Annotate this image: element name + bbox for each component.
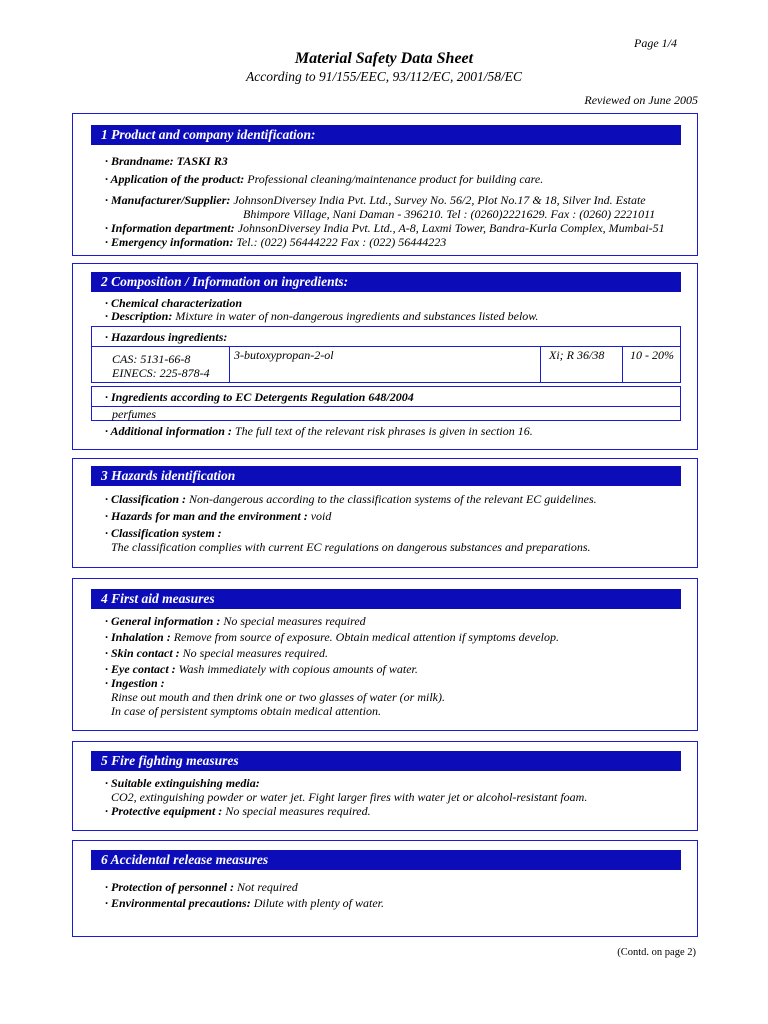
protection-personnel-label: · Protection of personnel : (105, 880, 234, 894)
classification-value: Non-dangerous according to the classification systems of the relevant EC guidelines. (186, 492, 597, 506)
protective-equipment-label: · Protective equipment : (105, 804, 223, 818)
table-cell-divider (229, 346, 230, 382)
emergency-line (105, 235, 446, 249)
detergents-label: · Ingredients according to EC Detergents Regulation 648/2004 (105, 390, 414, 404)
ingestion-value-1: Rinse out mouth and then drink one or two glasses of water (or milk). (111, 690, 445, 704)
application-line (105, 172, 543, 186)
description-value: Mixture in water of non-dangerous ingredients and substances listed below. (172, 309, 539, 323)
section-1 (72, 113, 698, 256)
extinguishing-media-label: · Suitable extinguishing media: (105, 776, 260, 790)
extinguishing-media-value: CO2, extinguishing powder or water jet. Fight larger fires with water jet or alcohol-resistant foam. (111, 790, 588, 804)
document-title: Material Safety Data Sheet (294, 50, 474, 67)
section-2-title: 2 Composition / Information on ingredients: (91, 272, 681, 292)
review-date: Reviewed on June 2005 (584, 93, 698, 107)
hazardous-label: · Hazardous ingredients: (105, 330, 228, 344)
environmental-precautions-label: · Environmental precautions: (105, 896, 251, 910)
section-6-title: 6 Accidental release measures (91, 850, 681, 870)
table-cell-divider (622, 346, 623, 382)
page-number: Page 1/4 (634, 36, 677, 50)
environmental-precautions-value: Dilute with plenty of water. (250, 896, 385, 910)
protective-equipment-value: No special measures required. (222, 804, 371, 818)
section-4-title: 4 First aid measures (91, 589, 681, 609)
brandname: · Brandname: TASKI R3 (105, 154, 228, 168)
cas-number: CAS: 5131-66-8 (112, 352, 191, 366)
additional-info-value: The full text of the relevant risk phrases is given in section 16. (231, 424, 533, 438)
box-divider (92, 406, 680, 407)
detergents-value: perfumes (112, 407, 156, 421)
general-info-value: No special measures required (220, 614, 366, 628)
inhalation-line (105, 630, 559, 644)
manufacturer-value-2: Bhimpore Village, Nani Daman - 396210. Tel : (0260)2221629. Fax : (0260) 2221011 (243, 207, 656, 221)
skin-contact-value: No special measures required. (179, 646, 328, 660)
concentration: 10 - 20% (630, 348, 674, 362)
hazards-value: void (307, 509, 332, 523)
protective-equipment-line (105, 804, 371, 818)
additional-info-label: · Additional information : (105, 424, 232, 438)
section-1-title: 1 Product and company identification: (91, 125, 681, 145)
classification-label: · Classification : (105, 492, 187, 506)
inhalation-value: Remove from source of exposure. Obtain medical attention if symptoms develop. (170, 630, 559, 644)
information-label: · Information department: (105, 221, 235, 235)
additional-info-line (105, 424, 533, 438)
document-subtitle: According to 91/155/EEC, 93/112/EC, 2001/58/EC (246, 69, 522, 84)
section-3 (72, 458, 698, 568)
description-label: · Description: (105, 309, 173, 323)
emergency-label: · Emergency information: (105, 235, 234, 249)
table-cell-divider (540, 346, 541, 382)
eye-contact-line (105, 662, 418, 676)
ingredient-name: 3-butoxypropan-2-ol (234, 348, 334, 362)
section-2 (72, 263, 698, 450)
protection-personnel-line (105, 880, 298, 894)
manufacturer-line (105, 193, 646, 207)
environmental-precautions-line (105, 896, 384, 910)
general-info-label: · General information : (105, 614, 221, 628)
hazardous-ingredients-table (91, 326, 681, 383)
einecs-number: EINECS: 225-878-4 (112, 366, 210, 380)
ingestion-label: · Ingestion : (105, 676, 165, 690)
hazards-label: · Hazards for man and the environment : (105, 509, 308, 523)
table-row (92, 346, 680, 382)
chemical-characterization: · Chemical characterization (105, 296, 243, 310)
emergency-value: Tel.: (022) 56444222 Fax : (022) 56444223 (233, 235, 447, 249)
inhalation-label: · Inhalation : (105, 630, 171, 644)
section-4 (72, 578, 698, 731)
skin-contact-line (105, 646, 328, 660)
section-5 (72, 741, 698, 831)
application-value: Professional cleaning/maintenance product for building care. (244, 172, 544, 186)
protection-personnel-value: Not required (234, 880, 298, 894)
classification-line (105, 492, 597, 506)
application-label: · Application of the product: (105, 172, 245, 186)
skin-contact-label: · Skin contact : (105, 646, 180, 660)
section-5-title: 5 Fire fighting measures (91, 751, 681, 771)
eye-contact-label: · Eye contact : (105, 662, 176, 676)
risk-phrase: Xi; R 36/38 (549, 348, 605, 362)
hazards-line (105, 509, 331, 523)
manufacturer-value-1: JohnsonDiversey India Pvt. Ltd., Survey No. 56/2, Plot No.17 & 18, Silver Ind. Estate (230, 193, 646, 207)
classification-system-label: · Classification system : (105, 526, 222, 540)
classification-system-value: The classification complies with current EC regulations on dangerous substances and preparations. (111, 540, 591, 554)
section-6 (72, 840, 698, 937)
information-line (105, 221, 665, 235)
description-line (105, 309, 538, 323)
continued-note: (Contd. on page 2) (617, 947, 696, 958)
eye-contact-value: Wash immediately with copious amounts of water. (175, 662, 418, 676)
ingestion-value-2: In case of persistent symptoms obtain medical attention. (111, 704, 381, 718)
information-value: JohnsonDiversey India Pvt. Ltd., A-8, Laxmi Tower, Bandra-Kurla Complex, Mumbai-51 (234, 221, 665, 235)
general-info-line (105, 614, 366, 628)
detergents-regulation-box (91, 386, 681, 421)
manufacturer-label: · Manufacturer/Supplier: (105, 193, 231, 207)
section-3-title: 3 Hazards identification (91, 466, 681, 486)
